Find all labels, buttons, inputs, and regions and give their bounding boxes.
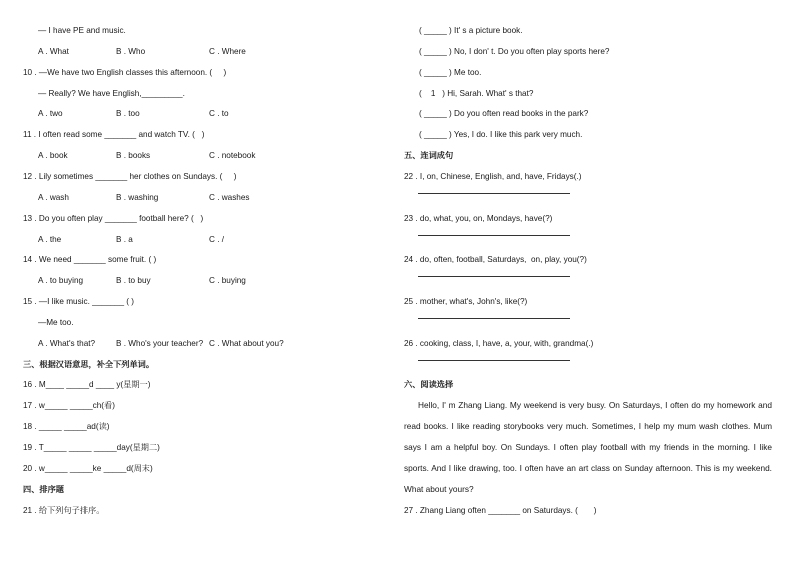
question-stem: — Really? We have English,_________. [38, 88, 185, 98]
question-stem: 20 . w_____ _____ke _____d(周末) [23, 463, 153, 473]
answer-option: A . What [38, 46, 69, 56]
answer-line [418, 235, 570, 236]
ordering-item: ( 1 ) Hi, Sarah. What' s that? [419, 88, 534, 98]
answer-option: C . notebook [209, 151, 256, 161]
section-heading: 四、排序题 [23, 484, 64, 494]
answer-option: C . washes [209, 192, 250, 202]
question-stem: 13 . Do you often play _______ football here? ( ) [23, 213, 204, 223]
sentence-question: 26 . cooking, class, I, have, a, your, with, grandma(.) [404, 338, 594, 348]
question-stem: 10 . —We have two English classes this afternoon. ( ) [23, 67, 227, 77]
answer-option: A . book [38, 151, 68, 161]
answer-option: A . to buying [38, 276, 84, 286]
question-stem: 19 . T_____ _____ _____day(星期二) [23, 443, 160, 452]
answer-option: A . wash [38, 192, 69, 202]
section-heading: 三、根据汉语意思，补全下列单词。 [23, 359, 155, 369]
answer-line [418, 360, 570, 361]
question-stem: 21 . 给下列句子排序。 [23, 505, 105, 515]
answer-option: C . / [209, 234, 225, 244]
sentence-question: 24 . do, often, football, Saturdays, on, play, you(?) [404, 255, 587, 265]
ordering-item: ( _____ ) It' s a picture book. [419, 26, 523, 35]
option-row [23, 108, 375, 119]
ordering-item: ( _____ ) Yes, I do. I like this park very much. [419, 130, 583, 140]
question-stem: 18 . _____ _____ad(读) [23, 422, 110, 432]
section-heading: 六、阅读选择 [404, 380, 454, 390]
answer-option: B . to buy [116, 276, 151, 286]
question-stem: 11 . I often read some _______ and watch TV. ( ) [23, 130, 205, 140]
question-stem: — I have PE and music. [38, 26, 126, 35]
answer-option: B . Who [116, 46, 146, 56]
section-heading: 五、连词成句 [404, 151, 454, 161]
sentence-question: 23 . do, what, you, on, Mondays, have(?) [404, 213, 553, 223]
answer-line [418, 193, 570, 194]
question-stem: 12 . Lily sometimes _______ her clothes on Sundays. ( ) [23, 171, 237, 181]
answer-option: C . Where [209, 46, 246, 56]
answer-option: B . too [116, 109, 140, 119]
sentence-question: 25 . mother, what's, John's, like(?) [404, 297, 528, 307]
ordering-item: ( _____ ) Do you often read books in the park? [419, 109, 589, 119]
answer-option: A . the [38, 234, 62, 244]
answer-line [418, 318, 570, 319]
answer-option: B . books [116, 151, 151, 161]
question-stem: 14 . We need _______ some fruit. ( ) [23, 255, 157, 265]
reading-passage: Hello, I' m Zhang Liang. My weekend is very busy. On Saturdays, I often do my homework and read books. I like reading storybooks very much. Sometimes, I help my mum wash clothes. Mum says I am a helpful boy. On Sundays. I often play football with my friends in the morning. I like sports. And I like drawing, too. I often have an art class on Sunday afternoon. This is my weekend. What about yours? [404, 400, 772, 494]
option-row [23, 338, 375, 349]
ordering-item: ( _____ ) No, I don' t. Do you often play sports here? [419, 46, 610, 56]
answer-option: A . What's that? [38, 338, 96, 348]
answer-option: C . buying [209, 276, 246, 286]
answer-option: B . washing [116, 192, 159, 202]
answer-option: A . two [38, 109, 63, 119]
ordering-item: ( _____ ) Me too. [419, 67, 482, 77]
option-row [23, 46, 375, 57]
option-row [23, 234, 375, 245]
question-stem: 15 . —I like music. _______ ( ) [23, 297, 135, 307]
answer-line [418, 276, 570, 277]
option-row [23, 150, 375, 161]
answer-option: B . Who's your teacher? [116, 338, 204, 348]
question-stem: 17 . w_____ _____ch(看) [23, 401, 115, 411]
option-row [23, 192, 375, 203]
option-row [23, 275, 375, 286]
answer-option: C . What about you? [209, 338, 284, 348]
answer-option: C . to [209, 109, 229, 119]
question-stem: 16 . M____ _____d ____ y(星期一) [23, 380, 151, 390]
answer-option: B . a [116, 234, 133, 244]
question-stem: —Me too. [38, 317, 74, 327]
sentence-question: 22 . I, on, Chinese, English, and, have, Fridays(.) [404, 171, 582, 181]
question-stem: 27 . Zhang Liang often _______ on Saturdays. ( ) [404, 505, 597, 515]
